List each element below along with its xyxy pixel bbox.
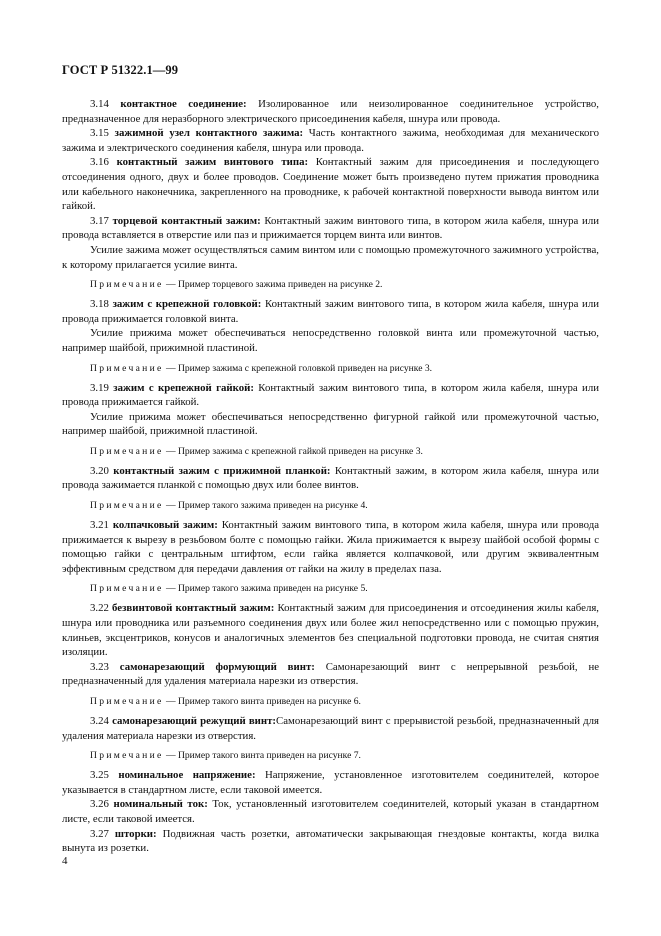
clause-text: Часть контактного зажима, необходимая для механического зажима и электрического соединения кабеля, шнура или провода. [62, 127, 599, 154]
clause-number: 3.18 [90, 298, 109, 311]
note-dash: — [163, 750, 178, 762]
clause-text: Контактный зажим для присоединения и последующего отсоединения одного, двух и более проводов. Соединение может быть произведено путем прижатия проводника или кабельного наконечника, закрепленного на проводнике, к рабочей контактной поверхности вывода винтом или гайкой. [62, 156, 599, 213]
note-text: Пример такого зажима приведен на рисунке 5. [177, 583, 368, 595]
note-label: Примечание [90, 750, 164, 762]
note-dash: — [163, 500, 178, 512]
clause-number: 3.27 [90, 827, 109, 840]
document-header: ГОСТ Р 51322.1—99 [62, 63, 179, 77]
clause-term: зажимной узел контактного зажима: [114, 127, 304, 140]
clause-3-23 [62, 660, 599, 689]
clause-term: торцевой контактный зажим: [112, 214, 261, 227]
clause-3-24 [62, 714, 599, 743]
clause-3-14 [62, 97, 599, 126]
note-3-20 [62, 499, 599, 512]
clause-3-27 [62, 827, 599, 856]
note-text: Пример зажима с крепежной гайкой приведен на рисунке 3. [177, 445, 423, 457]
clause-text: Самонарезающий винт с непрерывной резьбой, не предназначенный для удаления материала нарезки из отверстия. [62, 660, 600, 688]
clause-term: контактное соединение: [120, 98, 247, 110]
clause-text: Контактный зажим винтового типа, в котором жила кабеля, шнура или провода вставляется в отверстие или паз и прижимается торцем винта или винтов. [62, 214, 599, 242]
clause-3-17-extra: Усилие зажима может осуществляться самим винтом или с помощью промежуточного зажимного устройства, к которому прилагается усилие винта. [62, 243, 599, 271]
page-number: 4 [62, 855, 68, 867]
clause-3-19-extra: Усилие прижима может обеспечиваться непосредственно фигурной гайкой или промежуточной частью, например шайбой, прижимной пластиной. [62, 410, 599, 438]
clause-number: 3.22 [90, 602, 109, 615]
clause-3-18 [62, 297, 599, 326]
clause-text: Контактный зажим, в котором жила кабеля, шнура или провода зажимается планкой с помощью двух или более винтов. [62, 464, 599, 492]
note-dash: — [163, 445, 178, 457]
note-label: Примечание [90, 583, 164, 595]
note-3-23 [62, 695, 599, 708]
clause-3-18-extra: Усилие прижима может обеспечиваться непосредственно головкой винта или промежуточной частью, например шайбой, прижимной пластиной. [62, 327, 599, 354]
note-label: Примечание [90, 362, 164, 374]
note-text: Пример такого винта приведен на рисунке 7. [177, 750, 361, 762]
note-3-24 [62, 749, 599, 762]
note-dash: — [163, 696, 178, 707]
clause-number: 3.15 [90, 127, 109, 140]
clause-text: Контактный зажим винтового типа, в котором жила кабеля, шнура или провода прижимается гайкой. [62, 381, 600, 409]
clause-text: Ток, установленный изготовителем соединителей, который указан в стандартном листе, если таковой имеется. [62, 798, 600, 825]
clause-term: безвинтовой контактный зажим: [112, 602, 275, 615]
clause-term: самонарезающий режущий винт: [112, 715, 276, 727]
clause-3-16 [62, 155, 599, 213]
clause-term: контактный зажим винтового типа: [116, 156, 309, 169]
clause-term: самонарезающий формующий винт: [119, 660, 315, 673]
clause-number: 3.21 [90, 519, 109, 532]
clause-term: контактный зажим с прижимной планкой: [113, 464, 331, 477]
clause-term: шторки: [114, 827, 157, 840]
clause-text: Изолированное или неизолированное соединительное устройство, предназначенное для неразборного электрического присоединения кабеля, шнура или провода. [62, 98, 599, 125]
note-text: Пример торцевого зажима приведен на рисунке 2. [177, 279, 383, 291]
clause-3-20 [62, 464, 599, 493]
clause-3-17 [62, 214, 599, 243]
clause-term: колпачковый зажим: [112, 519, 218, 532]
note-label: Примечание [90, 696, 164, 707]
clause-3-15 [62, 126, 599, 155]
note-label: Примечание [90, 279, 164, 291]
clause-term: зажим с крепежной гайкой: [113, 381, 254, 394]
clause-3-21 [62, 518, 599, 576]
clause-number: 3.24 [90, 715, 109, 727]
clause-number: 3.17 [90, 214, 109, 227]
note-3-21 [62, 582, 599, 595]
note-3-18 [62, 362, 599, 375]
clause-text: Самонарезающий винт с прерывистой резьбой, предназначенный для удаления материала нарезки из отверстия. [62, 715, 600, 742]
note-text: Пример такого зажима приведен на рисунке 4. [177, 500, 368, 512]
clause-number: 3.23 [90, 660, 109, 673]
note-3-19 [62, 445, 599, 458]
note-label: Примечание [90, 445, 164, 457]
clause-term: зажим с крепежной головкой: [112, 298, 262, 311]
clause-number: 3.16 [90, 156, 109, 169]
clause-3-25 [62, 768, 599, 797]
clause-number: 3.14 [90, 98, 109, 110]
note-dash: — [163, 583, 178, 595]
clause-term: номинальный ток: [113, 798, 208, 811]
clause-number: 3.25 [90, 769, 109, 782]
note-dash: — [163, 362, 178, 374]
clause-3-22 [62, 601, 599, 659]
clause-text: Контактный зажим винтового типа, в котором жила кабеля, шнура или провода прижимается к вырезу в резьбовом болте с помощью гайки. Жила прижимается к вырезу шайбой особой формы с помощью гайки с центральным штифтом, если гайка является колпачковой, или другим эквивалентным эффективным средством для передачи давления от гайки на жилу в пределах паза. [62, 519, 600, 575]
note-dash: — [163, 279, 178, 291]
clause-number: 3.26 [90, 798, 109, 811]
clause-text: Подвижная часть розетки, автоматически закрывающая гнездовые контакты, когда вилка вынута из розетки. [62, 827, 599, 855]
note-label: Примечание [90, 500, 164, 512]
note-text: Пример такого винта приведен на рисунке 6. [177, 696, 361, 707]
clause-text: Контактный зажим винтового типа, в котором жила кабеля, шнура или провода прижимается головкой винта. [62, 298, 600, 325]
note-3-17 [62, 278, 599, 291]
clause-number: 3.20 [90, 464, 109, 477]
document-body [62, 97, 599, 856]
clause-text: Напряжение, установленное изготовителем соединителей, которое указывается в стандартном листе, если таковой имеется. [62, 769, 599, 796]
note-text: Пример зажима с крепежной головкой приведен на рисунке 3. [177, 362, 433, 374]
clause-number: 3.19 [90, 381, 109, 394]
clause-3-19 [62, 381, 599, 410]
clause-3-26 [62, 797, 599, 826]
clause-term: номинальное напряжение: [118, 769, 256, 782]
clause-text: Контактный зажим для присоединения и отсоединения жилы кабеля, шнура или проводника или разъемного соединения двух или более жил непосредственно или с помощью пружин, клиньев, эксцентриков, конусов и аналогичных элементов без специальной подготовки провода, не считая снятия изоляции. [62, 602, 599, 659]
